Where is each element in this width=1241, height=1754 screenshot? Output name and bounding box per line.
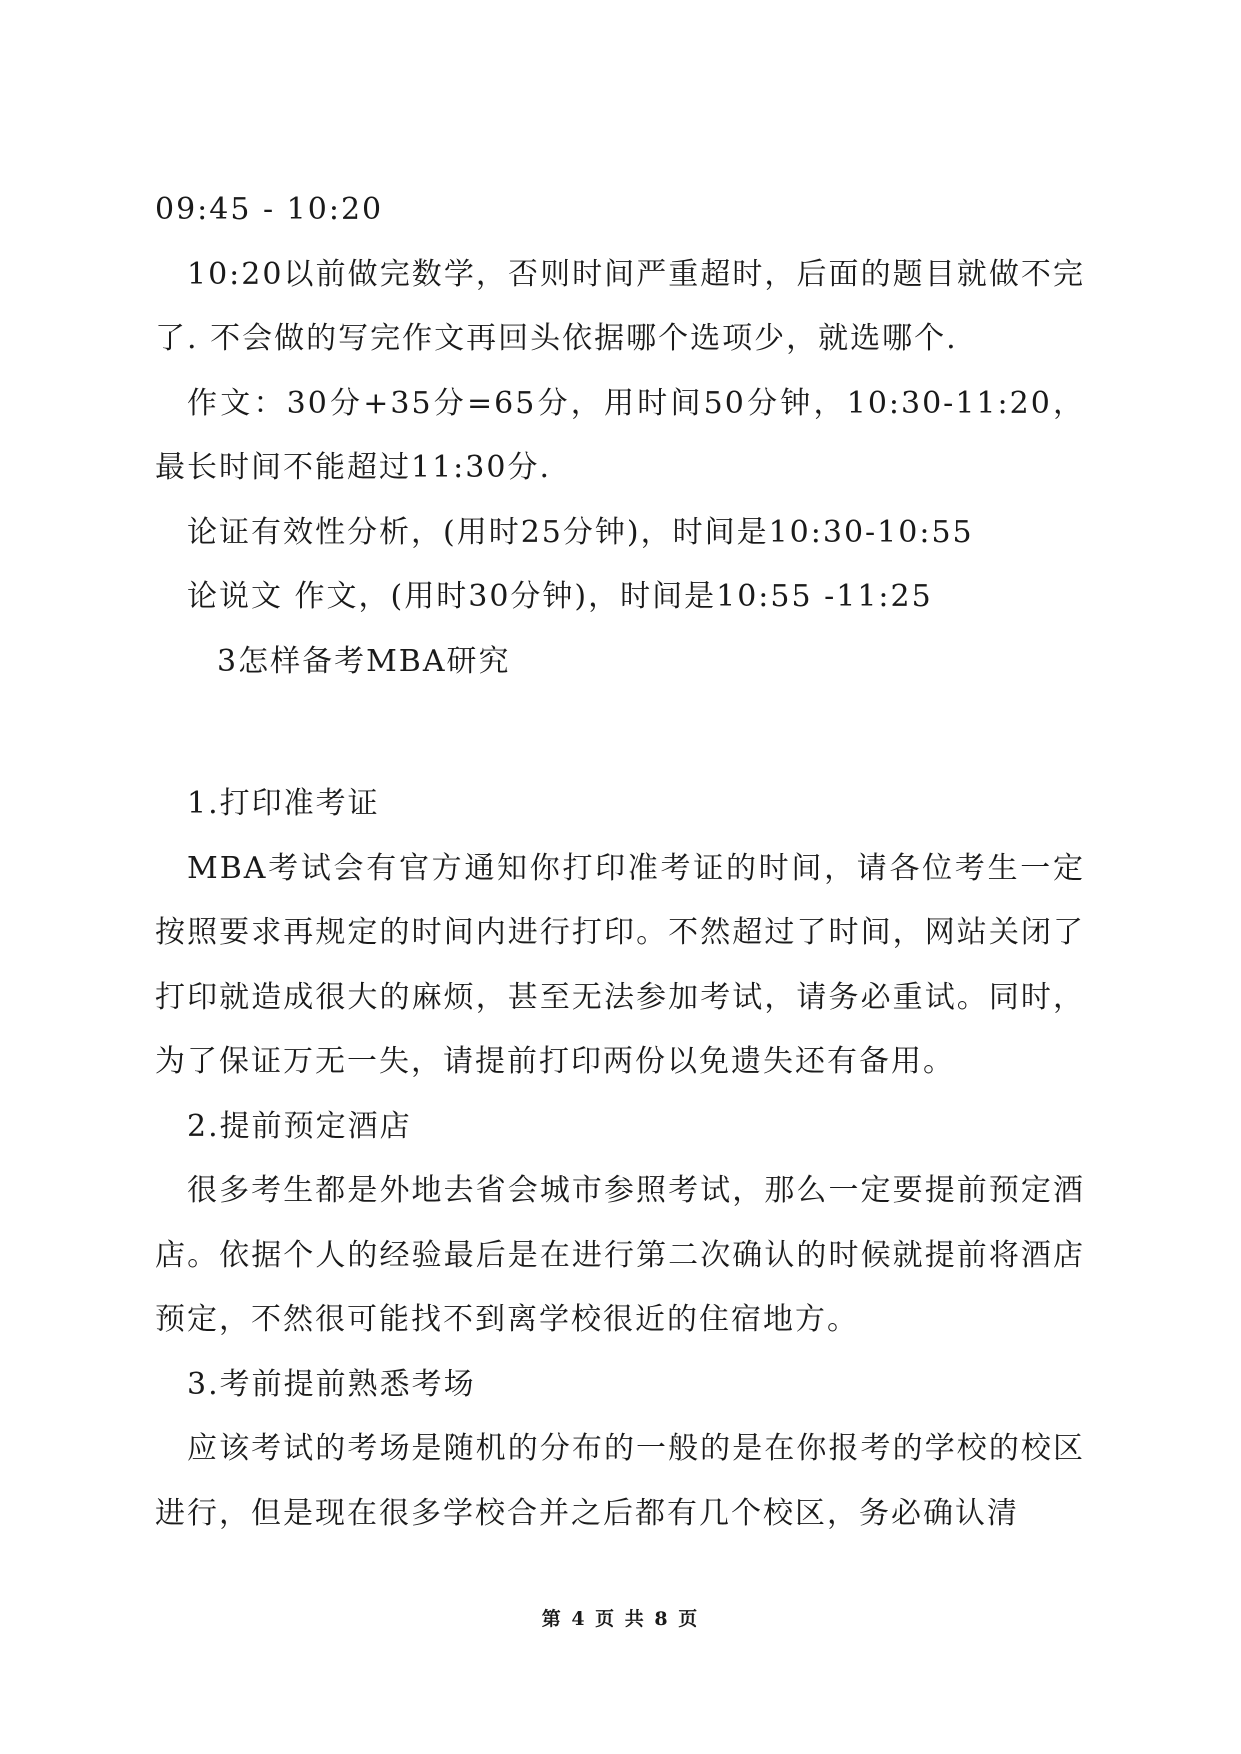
subheading-hotel: 2.提前预定酒店: [187, 1108, 412, 1144]
discourse-essay-line: 论说文 作文，(用时30分钟)，时间是10:55 -11:25: [187, 579, 933, 614]
argument-analysis-line: 论证有效性分析，(用时25分钟)，时间是10:30-10:55: [187, 514, 974, 550]
subheading-print-ticket: 1.打印准考证: [187, 786, 380, 821]
section-heading: 3怎样备考MBA研究: [217, 643, 511, 679]
exam-venue-paragraph: 应该考试的考场是随机的分布的一般的是在你报考的学校的校区进行，但是现在很多学校合并之后都有几个校区，务必确认清: [155, 1431, 1085, 1531]
math-deadline-paragraph: 10:20以前做完数学，否则时间严重超时，后面的题目就做不完了. 不会做的写完作文再回头依据哪个选项少，就选哪个.: [155, 256, 1085, 356]
hotel-paragraph: 很多考生都是外地去省会城市参照考试，那么一定要提前预定酒店。依据个人的经验最后是在进行第二次确认的时候就提前将酒店预定，不然很可能找不到离学校很近的住宿地方。: [155, 1173, 1085, 1337]
essay-time-paragraph: 作文：30分+35分=65分，用时间50分钟，10:30-11:20，最长时间不能超过11:30分.: [155, 385, 1085, 485]
subheading-exam-venue: 3.考前提前熟悉考场: [187, 1366, 476, 1402]
time-range-line: 09:45 - 10:20: [155, 192, 384, 227]
document-body: [155, 178, 1085, 1546]
print-ticket-paragraph: MBA考试会有官方通知你打印准考证的时间，请各位考生一定按照要求再规定的时间内进行打印。不然超过了时间，网站关闭了打印就造成很大的麻烦，甚至无法参加考试，请务必重试。同时，为了保证万无一失，请提前打印两份以免遗失还有备用。: [155, 850, 1085, 1079]
page-footer: 第 4 页 共 8 页: [541, 1608, 700, 1630]
spacer: [155, 694, 1085, 772]
